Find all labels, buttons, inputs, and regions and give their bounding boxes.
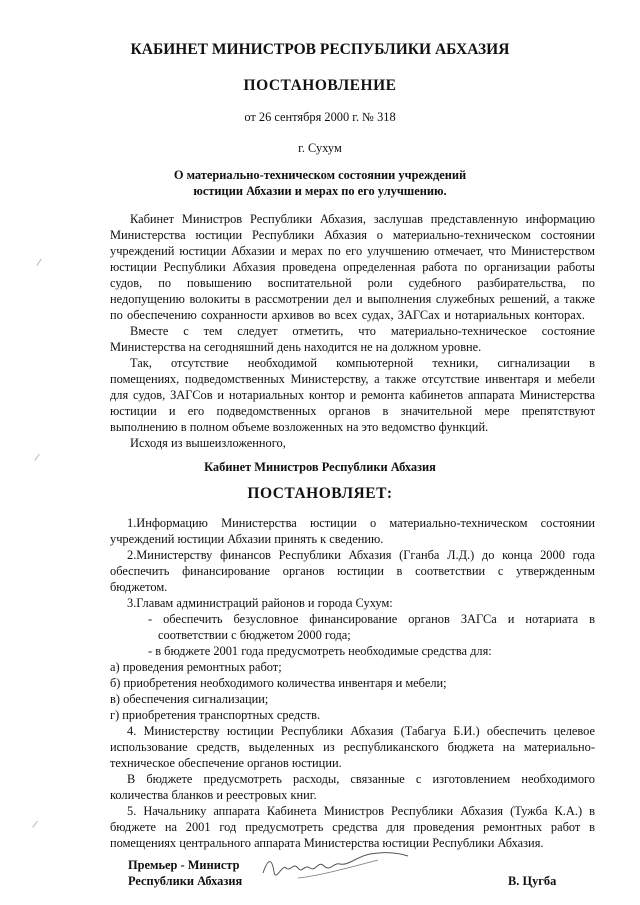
text-line: судов, по повышению воспитательной роли судебного разбирательства, по [110,276,595,290]
organization-header: КАБИНЕТ МИНИСТРОВ РЕСПУБЛИКИ АБХАЗИЯ [130,41,510,58]
text-line: Кабинет Министров Республики Абхазия, заслушав представленную информацию [130,212,595,226]
text-line: учреждений юстиции Абхазии и мерах по его улучшению отмечает, что Министерством [110,244,595,258]
text-line: юстиции и его подведомственных органов в значительной мере препятствуют [110,404,595,418]
text-line: бюджете на 2001 год предусмотреть средства для проведения ремонтных работ в [110,820,595,834]
city: г. Сухум [298,141,342,155]
subject-line: О материально-техническом состоянии учреждений [173,168,467,182]
text-line: Министерства на сегодняшний день находится не на должном уровне. [110,340,482,354]
text-line: бюджетом. [110,580,168,594]
handwritten-signature [258,838,418,888]
list-item: а) проведения ремонтных работ; [110,660,282,674]
text-line: Министерства юстиции Республики Абхазия о материально-техническом состоянии [110,228,595,242]
text-line: 4. Министерству юстиции Республики Абхазия (Табагуа Б.И.) обеспечить целевое [127,724,595,738]
signatory-title: Республики Абхазия [128,874,243,888]
text-line: Так, отсутствие необходимой компьютерной техники, сигнализации в [130,356,595,370]
text-line: выполнению в полном объеме возложенных на это ведомство функций. [110,420,489,434]
text-line: Исходя из вышеизложенного, [130,436,286,450]
list-item: г) приобретения транспортных средств. [110,708,321,722]
text-line: В бюджете предусмотреть расходы, связанные с изготовлением необходимого [127,772,595,786]
text-line: техническое обеспечение органов юстиции. [110,756,342,770]
text-line: помещениях центрального аппарата Министерства юстиции Республики Абхазия. [110,836,544,850]
text-line: учреждений юстиции Абхазии принять к сведению. [110,532,384,546]
text-line: 2.Министерству финансов Республики Абхазия (Гганба Л.Д.) до конца 2000 года [127,548,595,562]
text-line: количества бланков и реестровых книг. [110,788,317,802]
text-line: для судов, ЗАГСов и нотариальных контор и ремонта кабинетов аппарата Министерства [110,388,595,402]
text-line: 1.Информацию Министерства юстиции о материально-техническом состоянии [127,516,595,530]
text-line: Вместе с тем следует отметить, что материально-техническое состояние [130,324,595,338]
decree-issuer: Кабинет Министров Республики Абхазия [204,460,436,474]
text-line: 3.Главам администраций районов и города Сухум: [127,596,393,610]
scan-mark [32,821,42,832]
document-type: ПОСТАНОВЛЕНИЕ [243,77,397,94]
text-line: использование средств, выделенных из республиканского бюджета на материально- [110,740,595,754]
text-line: недопущению волокиты в рассмотрении дел и выполнения служебных решений, а также [110,292,595,306]
list-item: б) приобретения необходимого количества инвентаря и мебели; [110,676,447,690]
text-line: обеспечить финансирование органов юстиции в соответствии с утвержденным [110,564,595,578]
list-item: - обеспечить безусловное финансирование органов ЗАГСа и нотариата в [148,612,595,626]
scan-mark [36,259,46,270]
text-line: по обеспечению сохранности архивов во всех судах, ЗАГСах и нотариальных конторах. [110,308,585,322]
subject-line: юстиции Абхазии и мерах по его улучшению. [193,184,447,198]
text-line: 5. Начальнику аппарата Кабинета Министров Республики Абхазия (Тужба К.А.) в [127,804,595,818]
decree-word: ПОСТАНОВЛЯЕТ: [247,485,393,502]
date-and-number: от 26 сентября 2000 г. № 318 [244,110,396,124]
list-item: - в бюджете 2001 года предусмотреть необходимые средства для: [148,644,492,658]
text-line: юстиции Республики Абхазия проведена определенная работа по организации работы [110,260,595,274]
list-item: в) обеспечения сигнализации; [110,692,269,706]
signatory-name: В. Цугба [508,874,557,888]
list-item: соответствии с бюджетом 2000 года; [158,628,351,642]
signatory-title: Премьер - Министр [128,858,240,872]
text-line: помещениях, подведомственных Министерству, а также отсутствие инвентаря и мебели [110,372,595,386]
